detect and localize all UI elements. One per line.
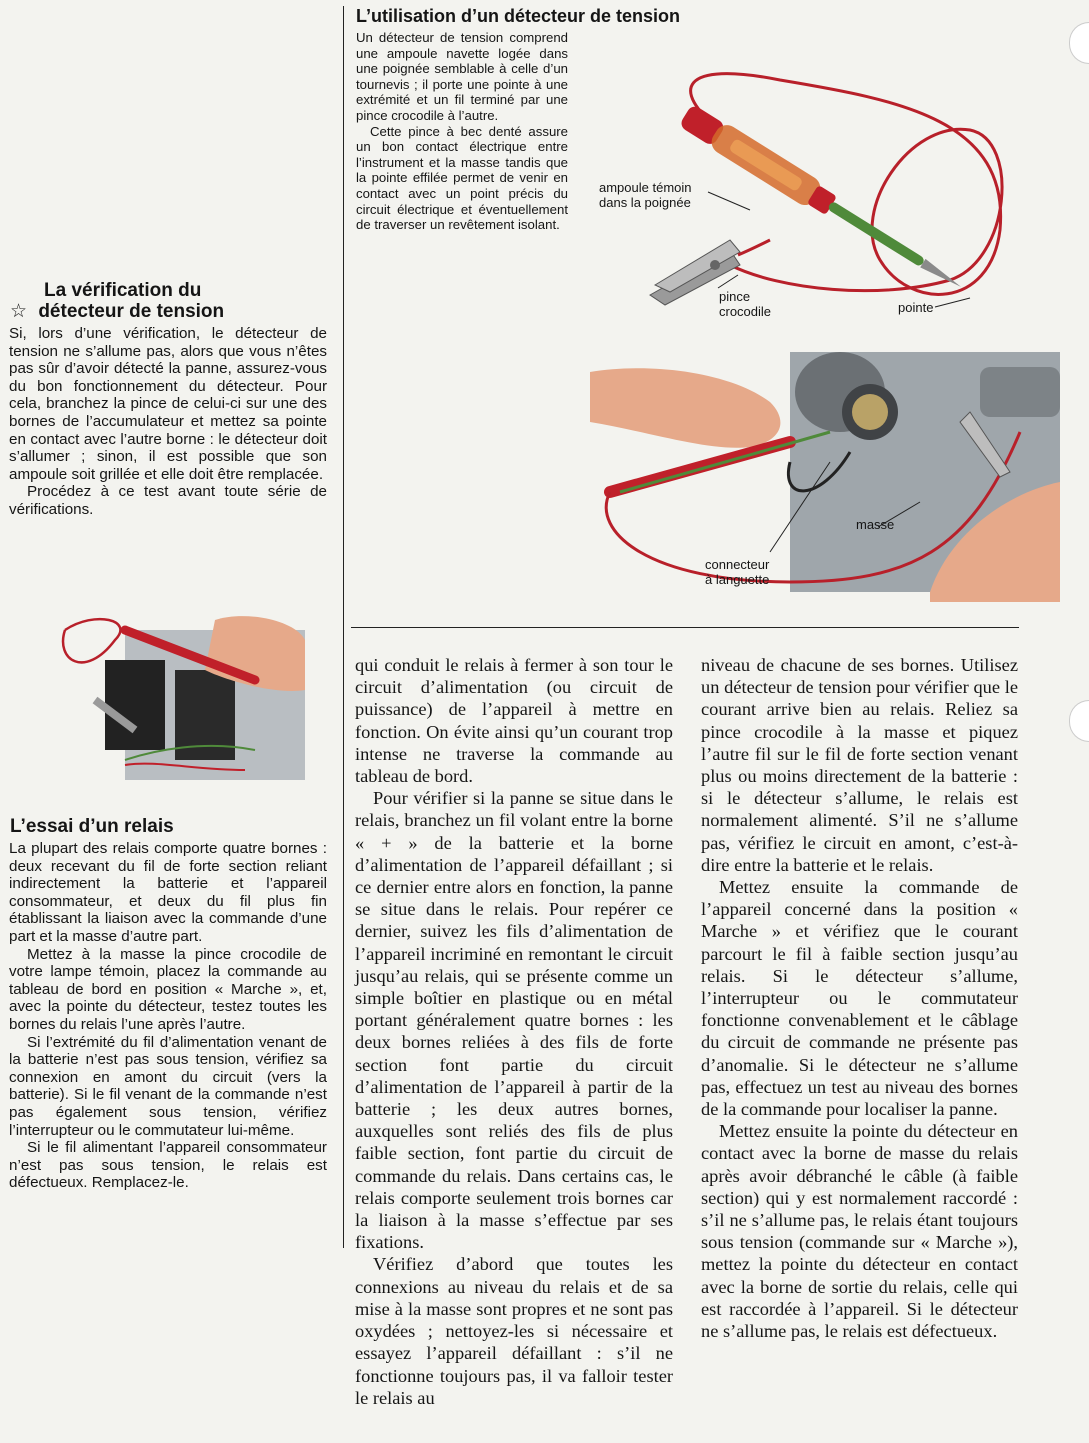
- label-ampoule: ampoule témoin dans la poignée: [599, 180, 692, 210]
- binder-hole-top: [1069, 22, 1089, 64]
- binder-hole-bottom: [1069, 700, 1089, 742]
- star-icon: ☆: [10, 300, 28, 322]
- essai-paragraph-3: Si l’extrémité du fil d’alimentation venant de la batterie n’est pas sous tension, vérifiez sa connexion en amont du circuit (vers la batterie). Si le fil venant de la commande n’est pas également sous tension, vérifiez l’interrupteur ou le commutateur lui-même.: [9, 1033, 327, 1139]
- column-divider: [343, 6, 344, 1248]
- detecteur-text: [356, 30, 568, 233]
- col3-paragraph-2: Mettez ensuite la commande de l’appareil concerné dans la position « Marche » et vérifiez que le courant parcourt le fil à faible section jusqu’au relais. Si le détecteur s’allume, l’interrupteur ou le commutateur fonctionne convenablement et le câblage du circuit de commande ne présente pas d’anomalie. Si le détecteur ne s’allume pas, effectuez un test au niveau des bornes de la commande pour localiser la panne.: [701, 877, 1018, 1120]
- verification-title: [10, 280, 330, 322]
- column-2: [355, 654, 673, 1409]
- essai-text: [9, 840, 327, 1192]
- label-pince: pince crocodile: [719, 289, 772, 319]
- section-divider: [351, 627, 1019, 628]
- verification-title-line2: détecteur de tension: [38, 301, 225, 322]
- label-pointe: pointe: [898, 300, 934, 315]
- col2-paragraph-2: Pour vérifier si la panne se situe dans le relais, branchez un fil volant entre la borne « + » de la batterie et la borne d’alimentation de l’appareil défaillant ; si ce dernier entre alors en fonction, la panne se situe dans le relais. Pour repérer ce dernier, suivez les fils d’alimentation de l’appareil incriminé en remontant le circuit jusqu’au relais, qui se présente comme un simple boîtier en plastique ou en métal portant généralement quatre bornes : les deux bornes reliées à des fils de forte section font partie du circuit d’alimentation de l’appareil à partir de la batterie ; les deux autres bornes, auxquelles sont reliés des fils de plus faible section, font partie du circuit de commande du relais. Dans certains cas, le relais comporte seulement trois bornes car la liaison à la masse s’effectue par ses fixations.: [355, 788, 673, 1253]
- relais-illustration: [55, 600, 305, 810]
- essai-paragraph-2: Mettez à la masse la pince crocodile de votre lampe témoin, placez la commande au tableau de bord en position « Marche », et, avec la pointe du détecteur, testez toutes les bornes du relais l’une après l’autre.: [9, 945, 327, 1033]
- essai-title: L’essai d’un relais: [10, 816, 174, 837]
- column-3: [701, 654, 1018, 1342]
- col3-paragraph-3: Mettez ensuite la pointe du détecteur en contact avec la borne de masse du relais après avoir débranché le câble (à faible section) qui y est normalement raccordé : s’il ne s’allume pas, le relais étant toujours sous tension (commande sur « Marche »), mettez la pointe du détecteur en contact avec la borne de sortie du relais, celle qui est raccordée à l’appareil. Si le détecteur ne s’allume pas, le relais est défectueux.: [701, 1121, 1018, 1342]
- col3-paragraph-1: niveau de chacune de ses bornes. Utilisez un détecteur de tension pour vérifier que le courant arrive bien au relais. Reliez sa pince crocodile à la masse et piquez l’autre fil sur le fil de forte section venant plus ou moins directement de la batterie : si le détecteur s’allume, le relais est normalement alimenté. S’il ne s’allume pas, vérifiez le circuit en amont, c’est-à-dire entre la batterie et le relais.: [701, 655, 1018, 875]
- col2-paragraph-3: Vérifiez d’abord que toutes les connexions au niveau du relais et de sa mise à la masse sont propres et ne sont pas oxydées ; nettoyez-les si nécessaire et essayez l’appareil défaillant : s’il ne fonctionne toujours pas, il va falloir tester le relais au: [355, 1254, 673, 1408]
- connecteur-illustration: [590, 352, 1060, 602]
- verification-text: [9, 325, 327, 519]
- col2-paragraph-1: qui conduit le relais à fermer à son tour le circuit d’alimentation (ou circuit de puissance) de l’appareil à mettre en fonction. On évite ainsi qu’un courant trop intense ne traverse la commande au tableau de bord.: [355, 655, 673, 787]
- verification-title-line1: La vérification du: [44, 280, 202, 301]
- detecteur-paragraph-2: Cette pince à bec denté assure un bon contact électrique entre l’instrument et la masse tandis que la pointe effilée permet de venir en contact avec un point précis du circuit électrique et éventuellement de traverser un revêtement isolant.: [356, 123, 568, 233]
- verification-paragraph-1: Si, lors d’une vérification, le détecteur de tension ne s’allume pas, alors que vous n’êtes pas sûr d’avoir détecté la panne, assurez-vous du bon fonctionnement du détecteur. Pour cela, branchez la pince de celui-ci sur une des bornes de l’accumulateur et mettez sa pointe en contact avec l’autre borne : le détecteur doit s’allumer ; sinon, il est possible que son ampoule soit grillée et elle doit être remplacée.: [9, 325, 327, 483]
- detecteur-title: L’utilisation d’un détecteur de tension: [356, 6, 681, 26]
- essai-paragraph-1: La plupart des relais comporte quatre bornes : deux recevant du fil de forte section reliant indirectement la batterie et l’appareil consommateur, et deux du fil plus fin établissant la liaison avec la commande d’une part et la masse d’autre part.: [9, 840, 327, 945]
- verification-paragraph-2: Procédez à ce test avant toute série de vérifications.: [9, 483, 327, 518]
- verification-title-line2-wrap: [10, 301, 330, 322]
- label-masse: masse: [856, 517, 895, 532]
- essai-paragraph-4: Si le fil alimentant l’appareil consommateur n’est pas sous tension, le relais est défectueux. Remplacez-le.: [9, 1139, 327, 1192]
- detecteur-paragraph-1: Un détecteur de tension comprend une ampoule navette logée dans une poignée semblable à celle d’un tournevis ; il porte une pointe à une extrémité et un fil terminé par une pince crocodile à l’autre.: [356, 30, 568, 123]
- label-connecteur: connecteur à languette: [705, 557, 770, 587]
